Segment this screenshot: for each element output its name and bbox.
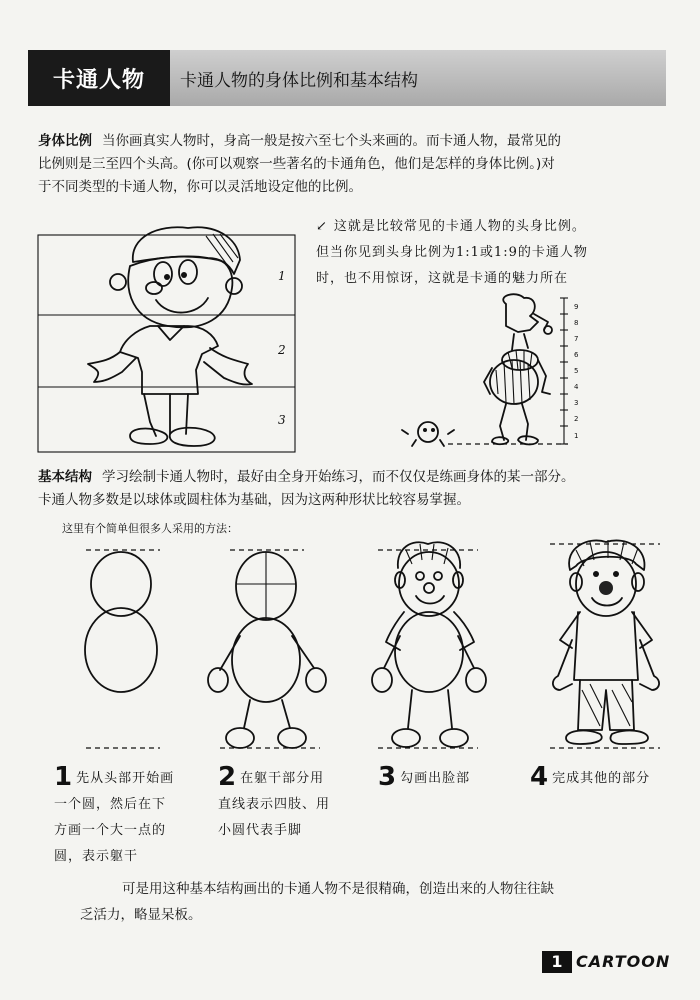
paragraph-line: 比例则是三至四个头高。(你可以观察一些著名的卡通角色，他们是怎样的身体比例。)对 xyxy=(38,156,555,172)
ruler-label: 5 xyxy=(574,367,579,375)
step-number: 4 xyxy=(530,762,550,792)
caption-line: 一个圆，然后在下 xyxy=(54,797,167,812)
paragraph-line: 乏活力，略显呆板。 xyxy=(80,907,202,923)
caption-line: 先从头部开始画 xyxy=(76,771,175,786)
chapter-tag-label: 卡通人物 xyxy=(52,68,145,93)
step-2-caption xyxy=(218,764,368,844)
footer-label: CARTOON xyxy=(576,952,671,971)
step-4-caption xyxy=(530,764,680,792)
ruler-label: 7 xyxy=(574,335,579,343)
figure-note xyxy=(316,214,676,292)
section-heading-proportion: 身体比例 xyxy=(38,133,92,149)
closing-paragraph xyxy=(80,876,660,928)
step-2-drawing xyxy=(208,550,326,748)
page-number: 1 xyxy=(542,951,572,973)
method-intro: 这里有个简单但很多人采用的方法： xyxy=(62,522,238,535)
tall-character-figure xyxy=(388,290,598,450)
ruler-label: 1 xyxy=(574,432,579,440)
arrow-icon: ↙ xyxy=(316,219,328,234)
caption-line: 直线表示四肢、用 xyxy=(218,797,331,812)
ruler-label: 8 xyxy=(574,319,579,327)
chapter-tag xyxy=(28,50,170,106)
paragraph-line: 于不同类型的卡通人物，你可以灵活地设定他的比例。 xyxy=(38,179,362,195)
caption-line: 方画一个大一点的 xyxy=(54,823,167,838)
paragraph-line: 可是用这种基本结构画出的卡通人物不是很精确，创造出来的人物往往缺 xyxy=(122,881,554,897)
step-number: 3 xyxy=(378,762,398,792)
ruler-label: 3 xyxy=(574,399,579,407)
step-3-drawing xyxy=(372,542,486,748)
step-4-drawing xyxy=(550,540,660,748)
caption-line: 勾画出脸部 xyxy=(400,771,471,786)
section-heading-structure: 基本结构 xyxy=(38,469,92,485)
boy-proportion-figure xyxy=(38,222,300,454)
paragraph-line: 学习绘制卡通人物时，最好由全身开始练习，而不仅仅是练画身体的某一部分。 xyxy=(102,469,575,485)
paragraph-line: 卡通人物多数是以球体或圆柱体为基础，因为这两种形状比较容易掌握。 xyxy=(38,492,470,508)
note-line: 但当你见到头身比例为1:1或1:9的卡通人物 xyxy=(316,245,588,260)
grid-label: 1 xyxy=(278,269,286,283)
paragraph-line: 当你画真实人物时，身高一般是按六至七个头来画的。而卡通人物，最常见的 xyxy=(102,133,561,149)
basic-structure-paragraph xyxy=(38,466,678,512)
caption-line: 小圆代表手脚 xyxy=(218,823,303,838)
caption-line: 完成其他的部分 xyxy=(552,771,651,786)
ruler-label: 9 xyxy=(574,303,579,311)
step-drawings xyxy=(60,540,680,760)
step-1-caption xyxy=(54,764,204,870)
body-proportion-paragraph xyxy=(38,130,668,199)
page-subtitle: 卡通人物的身体比例和基本结构 xyxy=(180,71,418,91)
grid-label: 2 xyxy=(278,343,286,357)
caption-line: 圆，表示躯干 xyxy=(54,849,139,864)
step-number: 1 xyxy=(54,762,74,792)
step-1-drawing xyxy=(85,550,160,748)
step-3-caption xyxy=(378,764,518,792)
note-line: 这就是比较常见的卡通人物的头身比例。 xyxy=(333,219,586,234)
grid-label: 3 xyxy=(278,413,286,427)
ruler-label: 4 xyxy=(574,383,579,391)
step-number: 2 xyxy=(218,762,238,792)
caption-line: 在躯干部分用 xyxy=(240,771,325,786)
ruler-label: 2 xyxy=(574,415,579,423)
note-line: 时，也不用惊讶，这就是卡通的魅力所在 xyxy=(316,271,569,286)
ruler-label: 6 xyxy=(574,351,579,359)
